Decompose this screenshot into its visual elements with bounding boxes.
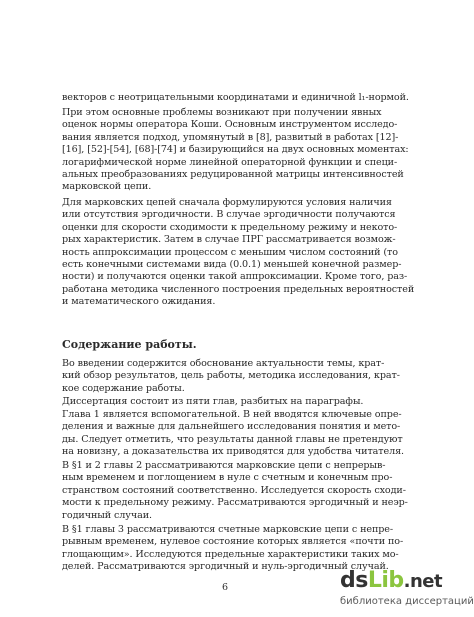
- text-line: мости к предельному режиму. Рассматриваются эргодичный и неэр-: [62, 497, 408, 509]
- text-line: Диссертация состоит из пяти глав, разбитых на параграфы.: [62, 396, 364, 407]
- logo-ds: ds: [340, 568, 368, 593]
- text-line: делей. Рассматриваются эргодичный и нуль-эргодичный случай.: [62, 561, 389, 573]
- text-line: ность аппроксимации процессом с меньшим числом состояний (то: [62, 246, 398, 258]
- watermark-subtitle: библиотека диссертаций: [340, 596, 474, 607]
- text-line: кое содержание работы.: [62, 382, 185, 394]
- paragraph-chapter-3: [62, 524, 404, 574]
- page-number: 6: [221, 582, 229, 593]
- text-line: глощающим». Исследуются предельные характеристики таких мо-: [62, 548, 399, 560]
- text-line: оценок нормы оператора Коши. Основным инструментом исследо-: [62, 119, 398, 131]
- paragraph-markov-chains: [62, 197, 415, 309]
- text-line: Для марковских цепей сначала формулируются условия наличия: [62, 197, 392, 208]
- dslib-logo: [340, 568, 442, 595]
- text-line: деления и важные для дальнейшего исследования понятия и мето-: [62, 421, 401, 433]
- section-heading: Содержание работы.: [62, 338, 197, 351]
- text-line: При этом основные проблемы возникают при получении явных: [62, 107, 382, 118]
- logo-lib: Lib: [367, 568, 404, 593]
- text-line: В §1 главы 3 рассматриваются счетные марковские цепи с непре-: [62, 524, 393, 535]
- text-line: вания является подход, упомянутый в [8], развитый в работах [12]-: [62, 131, 399, 143]
- text-line: оценки для скорости сходимости к предельному режиму и некото-: [62, 221, 398, 233]
- text-line: Во введении содержится обоснование актуальности темы, крат-: [62, 358, 385, 369]
- text-line: [16], [52]-[54], [68]-[74] и базирующийся на двух основных моментах:: [62, 144, 409, 156]
- text-line: годичный случаи.: [62, 509, 152, 521]
- paragraph-vectors: [62, 92, 409, 104]
- dslib-watermark[interactable]: [340, 568, 474, 614]
- text-line: на новизну, а доказательства их приводятся для удобства читателя.: [62, 446, 404, 458]
- text-line: марковской цепи.: [62, 181, 152, 193]
- text-line: логарифмической норме линейной операторной функции и специ-: [62, 156, 398, 168]
- text-line: Глава 1 является вспомогательной. В ней вводятся ключевые опре-: [62, 409, 402, 420]
- text-line: работана методика численного построения предельных вероятностей: [62, 283, 415, 295]
- text-line: рых характеристик. Затем в случае ПРГ рассматривается возмож-: [62, 234, 396, 246]
- paragraph-chapter-2: [62, 460, 408, 522]
- paragraph-chapter-1: [62, 409, 404, 459]
- text-line: кий обзор результатов, цель работы, методика исследования, крат-: [62, 370, 400, 382]
- logo-net: .net: [403, 571, 443, 592]
- text-line: ды. Следует отметить, что результаты данной главы не претендуют: [62, 433, 403, 445]
- paragraph-structure: [62, 396, 382, 408]
- paragraph-problems: [62, 107, 409, 194]
- text-line: есть конечными системами вида (0.0.1) меньшей конечной размер-: [62, 259, 402, 271]
- text-line: рывным временем, нулевое состояние которых является «почти по-: [62, 536, 404, 548]
- text-line: векторов с неотрицательными координатами и единичной l₁-нормой.: [62, 92, 409, 103]
- text-line: и математического ожидания.: [62, 296, 216, 308]
- text-line: или отсутствия эргодичности. В случае эргодичности получаются: [62, 209, 396, 221]
- paragraph-introduction: [62, 358, 400, 395]
- text-line: ности) и получаются оценки такой аппроксимации. Кроме того, раз-: [62, 271, 408, 283]
- text-line: ным временем и поглощением в нуле с счетным и конечным про-: [62, 472, 393, 484]
- text-line: В §1 и 2 главы 2 рассматриваются марковские цепи с непрерыв-: [62, 460, 386, 471]
- text-line: странством состояний соответственно. Исследуется скорость сходи-: [62, 484, 406, 496]
- text-line: альных преобразованиях редуцированной матрицы интенсивностей: [62, 169, 404, 181]
